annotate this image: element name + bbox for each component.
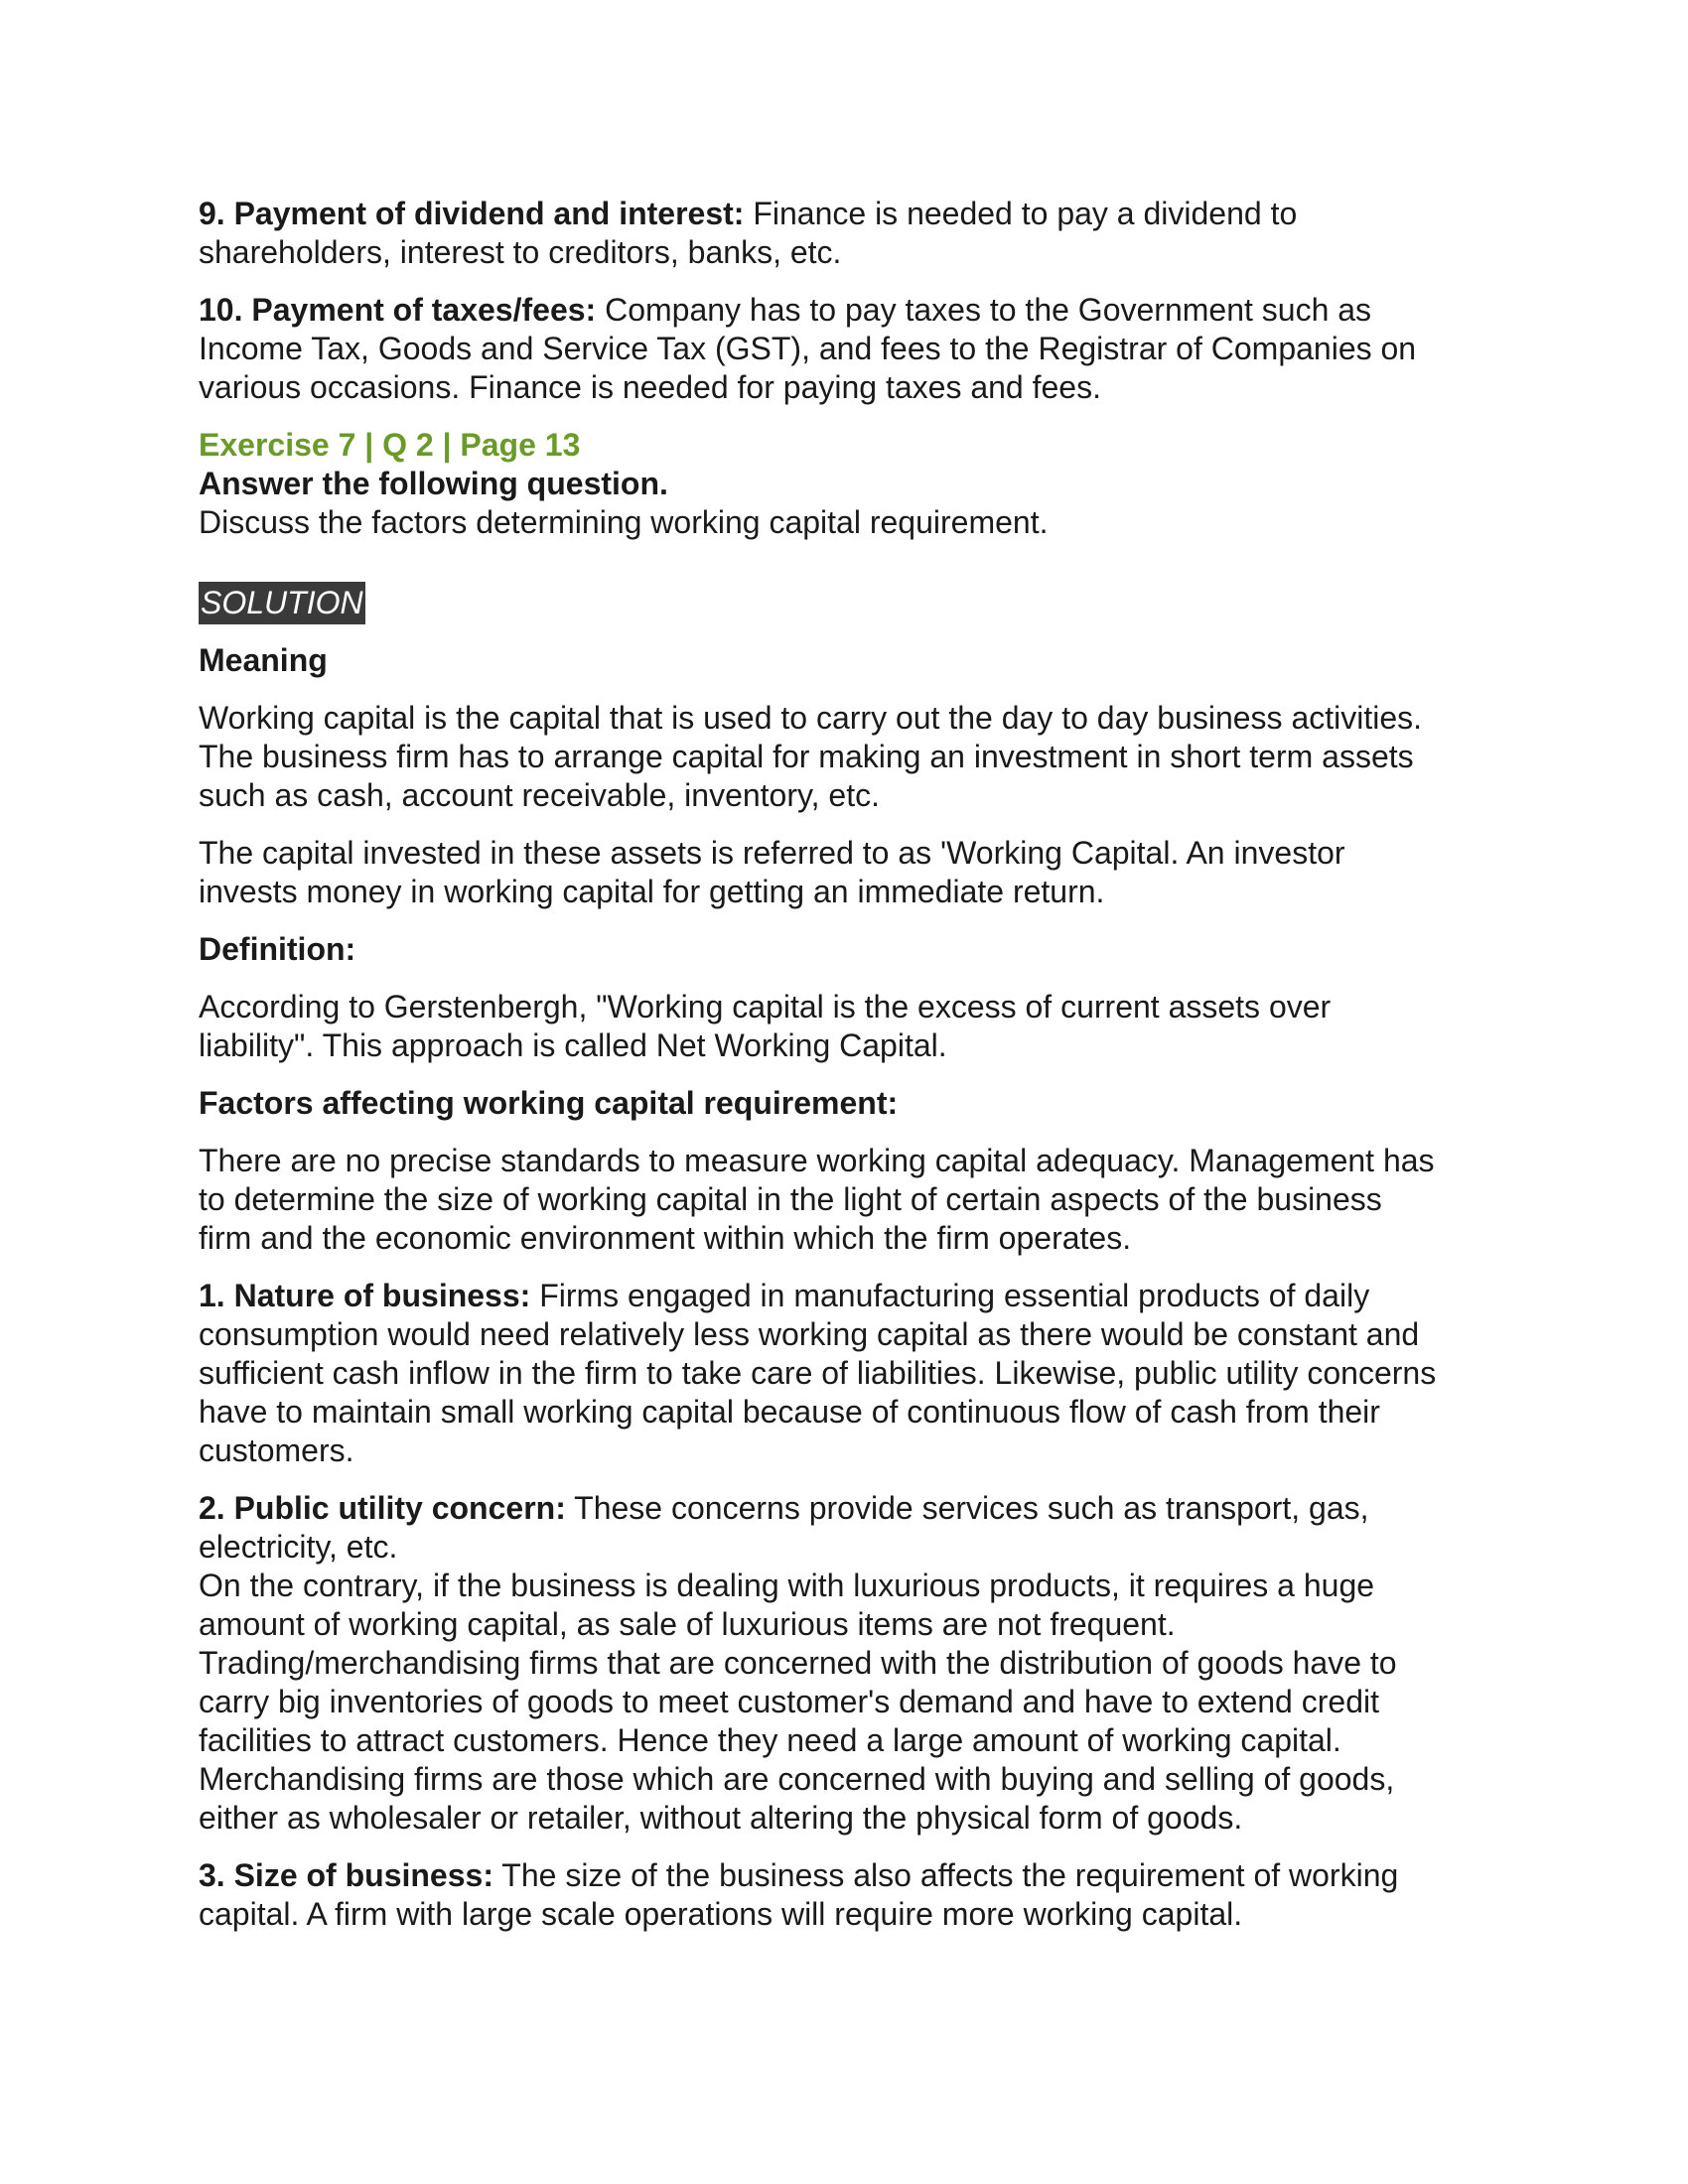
document-page [199, 195, 1509, 1953]
factor-2 [199, 1489, 1509, 1838]
factor-2-line-8: Merchandising firms are those which are concerned with buying and selling of goods, [199, 1761, 1395, 1797]
factors-heading: Factors affecting working capital requirement: [199, 1085, 899, 1121]
meaning-p2-line-2: invests money in working capital for getting an immediate return. [199, 874, 1105, 909]
exercise-question: Discuss the factors determining working capital requirement. [199, 504, 1049, 540]
point-10-title: 10. Payment of taxes/fees: [199, 292, 597, 328]
meaning-paragraph-1 [199, 699, 1509, 815]
meaning-p1-line-1: Working capital is the capital that is used to carry out the day to day business activities. [199, 700, 1423, 736]
solution-label: SOLUTION [199, 582, 365, 624]
factor-3-line-2: capital. A firm with large scale operations will require more working capital. [199, 1896, 1243, 1932]
definition-line-1: According to Gerstenbergh, "Working capital is the excess of current assets over [199, 989, 1332, 1024]
meaning-heading: Meaning [199, 642, 328, 678]
factor-2-line-2: electricity, etc. [199, 1529, 398, 1565]
factor-2-line-1: These concerns provide services such as transport, gas, [565, 1490, 1369, 1526]
factors-intro-line-3: firm and the economic environment within which the firm operates. [199, 1220, 1132, 1256]
factor-1-line-2: consumption would need relatively less working capital as there would be constant and [199, 1316, 1420, 1352]
factor-3-line-1: The size of the business also affects the requirement of working [492, 1857, 1399, 1893]
exercise-instruction: Answer the following question. [199, 466, 668, 501]
factor-1 [199, 1277, 1509, 1470]
factor-2-title: 2. Public utility concern: [199, 1490, 566, 1526]
solution-label-wrap [199, 582, 1509, 624]
meaning-paragraph-2 [199, 834, 1509, 911]
point-9-title: 9. Payment of dividend and interest: [199, 196, 745, 231]
factors-intro-line-1: There are no precise standards to measure working capital adequacy. Management has [199, 1143, 1435, 1178]
definition-paragraph [199, 988, 1509, 1065]
factor-2-line-3: On the contrary, if the business is dealing with luxurious products, it requires a huge [199, 1568, 1375, 1603]
point-9-text-line-2: shareholders, interest to creditors, banks, etc. [199, 234, 842, 270]
point-10 [199, 291, 1509, 407]
factor-2-line-5: Trading/merchandising firms that are concerned with the distribution of goods have to [199, 1645, 1397, 1681]
point-10-text-line-3: various occasions. Finance is needed for paying taxes and fees. [199, 369, 1101, 405]
meaning-p2-line-1: The capital invested in these assets is referred to as 'Working Capital. An investor [199, 835, 1345, 871]
factors-intro [199, 1142, 1509, 1258]
factor-3 [199, 1856, 1509, 1934]
factor-2-line-7: facilities to attract customers. Hence they need a large amount of working capital. [199, 1722, 1341, 1758]
point-10-text-line-2: Income Tax, Goods and Service Tax (GST), and fees to the Registrar of Companies on [199, 331, 1417, 366]
point-9-text-line-1: Finance is needed to pay a dividend to [744, 196, 1298, 231]
exercise-reference: Exercise 7 | Q 2 | Page 13 [199, 427, 581, 463]
point-10-text-line-1: Company has to pay taxes to the Government such as [596, 292, 1372, 328]
meaning-p1-line-2: The business firm has to arrange capital for making an investment in short term assets [199, 739, 1414, 774]
meaning-p1-line-3: such as cash, account receivable, inventory, etc. [199, 777, 880, 813]
point-9 [199, 195, 1509, 272]
factors-intro-line-2: to determine the size of working capital in the light of certain aspects of the business [199, 1181, 1382, 1217]
definition-heading: Definition: [199, 931, 356, 967]
factor-2-line-9: either as wholesaler or retailer, without altering the physical form of goods. [199, 1800, 1243, 1836]
factor-1-line-3: sufficient cash inflow in the firm to take care of liabilities. Likewise, public utility concerns [199, 1355, 1437, 1391]
factor-2-line-6: carry big inventories of goods to meet customer's demand and have to extend credit [199, 1684, 1379, 1719]
factor-1-line-5: customers. [199, 1433, 354, 1468]
factor-1-line-4: have to maintain small working capital because of continuous flow of cash from their [199, 1394, 1380, 1430]
factor-3-title: 3. Size of business: [199, 1857, 493, 1893]
factor-1-title: 1. Nature of business: [199, 1278, 531, 1313]
definition-line-2: liability". This approach is called Net Working Capital. [199, 1027, 947, 1063]
factor-2-line-4: amount of working capital, as sale of luxurious items are not frequent. [199, 1606, 1176, 1642]
factor-1-line-1: Firms engaged in manufacturing essential products of daily [530, 1278, 1370, 1313]
